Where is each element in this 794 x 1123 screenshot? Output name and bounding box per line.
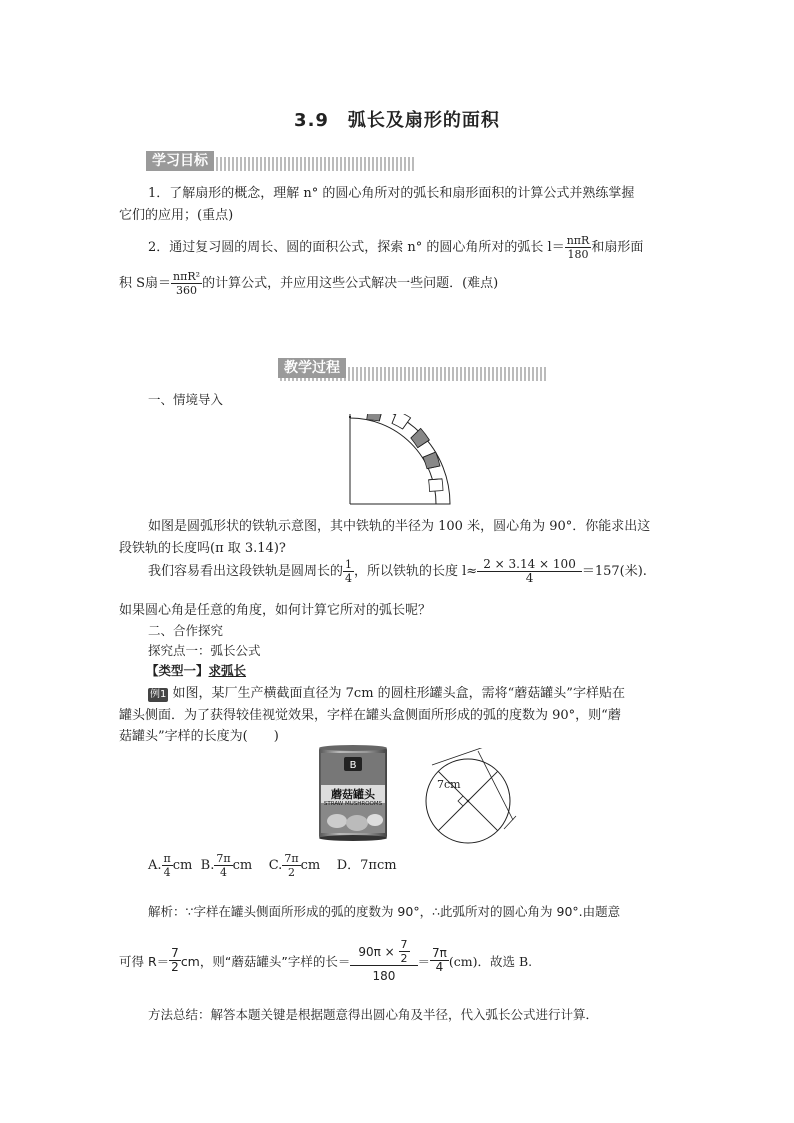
goal-2-text: 2．通过复习圆的周长、圆的面积公式，探索 n° 的圆心角所对的弧长 l＝ [148, 240, 565, 255]
option-c [268, 852, 321, 879]
railway-sleepers [340, 414, 456, 506]
example-line-3: 菇罐头”字样的长度为( ) [119, 729, 279, 744]
option-c-letter: C. [268, 858, 283, 873]
result-fraction [430, 947, 449, 974]
quarter-fraction [343, 558, 354, 585]
radius-denominator: 2 [171, 960, 179, 974]
option-c-denominator: 2 [287, 866, 295, 879]
option-a [148, 852, 193, 879]
solution-text: cm，则“蘑菇罐头”字样的长＝ [180, 953, 351, 969]
expression-numerator: 2 × 3.14 × 100 [477, 558, 582, 572]
intro-text: ＝157(米). [581, 564, 647, 579]
nested-fraction [399, 938, 410, 965]
solution-text: (cm)．故选 B. [448, 953, 533, 969]
exploration-point-1: 探究点一：弧长公式 [148, 643, 261, 658]
nested-numerator: 7 [400, 938, 408, 951]
option-a-fraction [162, 852, 173, 879]
expression-denominator: 180 [372, 969, 396, 983]
intro-paragraph-line-1: 如图是圆弧形状的铁轨示意图，其中铁轨的半径为 100 米，圆心角为 90°．你能求出这 [148, 519, 651, 534]
fraction-numerator: 1 [345, 558, 353, 571]
example-tag: 例1 [150, 689, 167, 700]
part-1-heading: 一、情境导入 [148, 392, 224, 407]
option-b-unit: cm [232, 858, 253, 873]
goal-2-line-2 [119, 270, 498, 297]
intro-paragraph-line-3 [148, 558, 647, 585]
goal-2-text-end: 的计算公式，并应用这些公式解决一些问题．(难点) [202, 276, 499, 291]
formula-denominator: 180 [567, 248, 589, 261]
page-title: 3.9 弧长及扇形的面积 [294, 110, 500, 131]
numerator-product: 90π × [358, 944, 395, 959]
part-2-heading: 二、合作探究 [148, 623, 224, 638]
goal-1-line-2: 它们的应用；(重点) [119, 208, 234, 223]
option-b [200, 852, 253, 879]
can-english-text: STRAW MUSHROOMS [323, 801, 383, 807]
option-b-fraction [214, 852, 232, 879]
result-denominator: 4 [435, 960, 444, 974]
formula-denominator: 360 [176, 284, 198, 297]
can-cross-section-diagram [420, 748, 518, 848]
arc-length-expression [350, 938, 417, 983]
solution-text: ＝ [417, 953, 431, 969]
option-d: D．7πcm [336, 858, 397, 873]
type-label: 求弧长 [208, 663, 247, 678]
radius-fraction [169, 947, 181, 974]
length-expression [477, 558, 582, 585]
radius-numerator: 7 [171, 946, 179, 960]
option-b-denominator: 4 [219, 866, 227, 879]
goal-2-text: 积 S扇＝ [119, 276, 172, 291]
expression-denominator: 4 [525, 571, 534, 585]
fraction-denominator: 4 [345, 572, 353, 585]
mushroom-can-image [317, 743, 389, 843]
option-b-numerator: 7π [216, 852, 231, 865]
goal-2-line-1 [148, 234, 643, 261]
example-line-2: 罐头侧面．为了获得较佳视觉效果，字样在罐头盒侧面所形成的弧的度数为 90°，则“蘑 [119, 708, 621, 723]
section-heading-goals: 学习目标 [146, 151, 214, 171]
intro-text: 我们容易看出这段铁轨是圆周长的 [148, 564, 344, 579]
solution-text: 可得 R＝ [119, 953, 170, 969]
option-b-letter: B. [200, 858, 215, 873]
formula-numerator: nπR² [173, 270, 201, 283]
option-c-fraction [282, 852, 300, 879]
intro-paragraph-line-4: 如果圆心角是任意的角度，如何计算它所对的弧长呢？ [119, 603, 432, 618]
option-c-unit: cm [300, 858, 321, 873]
option-a-denominator: 4 [163, 866, 171, 879]
result-numerator: 7π [432, 946, 447, 960]
svg-text:B: B [349, 760, 357, 771]
type-1-heading [146, 661, 246, 679]
section-heading-process: 教学过程 [278, 358, 346, 378]
solution-line-2 [119, 938, 532, 983]
example-text: 如图，某厂生产横截面直径为 7cm 的圆柱形罐头盒，需将“蘑菇罐头”字样贴在 [172, 686, 625, 701]
intro-text: ，所以铁轨的长度 l≈ [354, 564, 478, 579]
nested-denominator: 2 [400, 952, 408, 965]
option-a-unit: cm [172, 858, 193, 873]
example-line-1 [148, 682, 625, 702]
expression-numerator [350, 938, 417, 966]
method-summary: 方法总结：解答本题关键是根据题意得出圆心角及半径，代入弧长公式进行计算． [148, 1007, 599, 1022]
type-bracket-label: 【类型一】 [146, 663, 209, 678]
formula-numerator: nπR [566, 234, 590, 247]
option-c-numerator: 7π [284, 852, 299, 865]
diameter-label: 7cm [437, 778, 461, 791]
goal-1-line-1: 1．了解扇形的概念，理解 n° 的圆心角所对的弧长和扇形面积的计算公式并熟练掌握 [148, 186, 635, 201]
intro-paragraph-line-2: 段铁轨的长度吗(π 取 3.14)? [119, 541, 286, 556]
answer-options [148, 852, 397, 879]
can-brand-text: 蘑菇罐头 [331, 788, 375, 801]
solution-line-1: 解析：∵字样在罐头侧面所形成的弧的度数为 90°，∴此弧所对的圆心角为 90°.由题意 [148, 904, 621, 919]
goal-2-text-end: 和扇形面 [591, 240, 644, 255]
sector-area-formula [171, 270, 202, 297]
option-a-letter: A. [148, 858, 162, 873]
option-a-numerator: π [163, 852, 171, 865]
arc-length-formula [565, 234, 592, 261]
